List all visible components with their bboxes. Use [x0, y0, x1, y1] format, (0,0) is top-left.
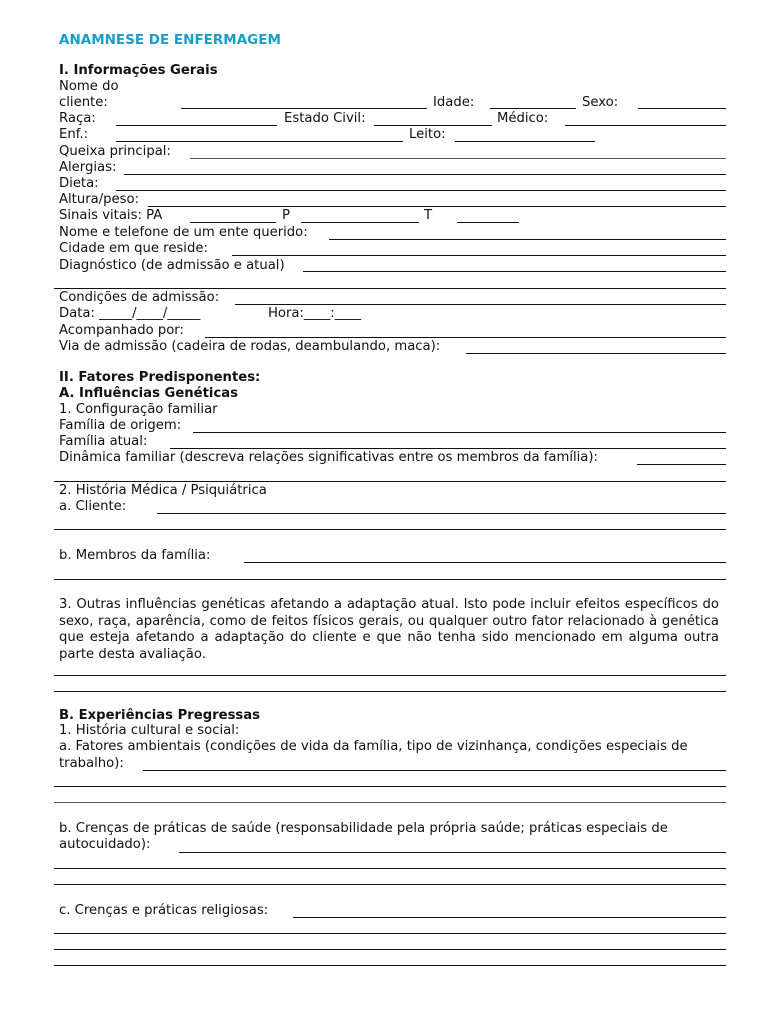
membros-field[interactable]: [244, 562, 726, 563]
alergias-label: Alergias:: [59, 160, 117, 175]
idade-field[interactable]: [490, 108, 576, 109]
outras-influencias-text: 3. Outras influências genéticas afetando a adaptação atual. Isto pode incluir efeitos específicos do sexo, raça, aparência, como de feitos físicos gerais, ou qualquer outro fator relacionado à genética que esteja afetando a adaptação do cliente e que não tenha sido mencionado em alguma outra parte desta avaliação.: [59, 597, 719, 662]
config-label: 1. Configuração familiar: [59, 402, 218, 417]
t-label: T: [424, 208, 433, 223]
section-2a-heading: A. Influências Genéticas: [59, 386, 239, 401]
religiosas-field-3[interactable]: [54, 949, 726, 950]
idade-label: Idade:: [433, 95, 475, 110]
diagnostico-field[interactable]: [303, 271, 726, 272]
historia-cliente-field[interactable]: [157, 513, 726, 514]
enf-label: Enf.:: [59, 127, 89, 142]
atual-label: Família atual:: [59, 434, 148, 449]
altura-label: Altura/peso:: [59, 192, 140, 207]
cliente-field[interactable]: [181, 108, 427, 109]
autocuidado-label: autocuidado):: [59, 837, 151, 852]
queixa-field[interactable]: [190, 158, 726, 159]
estado-civil-field[interactable]: [374, 125, 492, 126]
ambientais-field[interactable]: [143, 770, 726, 771]
membros-field-2[interactable]: [54, 579, 726, 580]
crencas-saude-label: b. Crenças de práticas de saúde (responsabilidade pela própria saúde; práticas especiais de: [59, 821, 668, 836]
contato-label: Nome e telefone de um ente querido:: [59, 225, 308, 240]
section-1-heading: I. Informações Gerais: [59, 63, 218, 78]
dinamica-field-2[interactable]: [54, 481, 726, 482]
via-field[interactable]: [466, 353, 726, 354]
dinamica-label: Dinâmica familiar (descreva relações significativas entre os membros da família):: [59, 450, 598, 465]
raca-field[interactable]: [116, 125, 277, 126]
crencas-saude-field-2[interactable]: [54, 868, 726, 869]
trabalho-label: trabalho):: [59, 756, 124, 771]
religiosas-field[interactable]: [293, 917, 726, 918]
condicoes-field[interactable]: [235, 304, 726, 305]
pa-field[interactable]: [190, 222, 276, 223]
crencas-saude-field[interactable]: [179, 852, 726, 853]
raca-label: Raça:: [59, 111, 96, 126]
sinais-label: Sinais vitais: PA: [59, 208, 163, 223]
sexo-field[interactable]: [638, 108, 726, 109]
ambientais-field-2[interactable]: [54, 786, 726, 787]
dinamica-field[interactable]: [637, 464, 726, 465]
cidade-label: Cidade em que reside:: [59, 241, 208, 256]
diagnostico-field-2[interactable]: [54, 288, 726, 289]
acompanhado-label: Acompanhado por:: [59, 323, 184, 338]
t-field[interactable]: [457, 222, 519, 223]
religiosas-label: c. Crenças e práticas religiosas:: [59, 903, 269, 918]
historia-label: 2. História Médica / Psiquiátrica: [59, 483, 267, 498]
origem-field[interactable]: [193, 432, 726, 433]
medico-field[interactable]: [565, 125, 726, 126]
historia-cliente-field-2[interactable]: [54, 529, 726, 530]
section-2-heading: II. Fatores Predisponentes:: [59, 370, 261, 385]
leito-field[interactable]: [455, 141, 595, 142]
estado-civil-label: Estado Civil:: [284, 111, 366, 126]
sexo-label: Sexo:: [582, 95, 619, 110]
membros-b-label: b. Membros da família:: [59, 548, 211, 563]
ambientais-label: a. Fatores ambientais (condições de vida da família, tipo de vizinhança, condições especiais de: [59, 739, 688, 754]
queixa-label: Queixa principal:: [59, 144, 171, 159]
religiosas-field-4[interactable]: [54, 965, 726, 966]
dieta-label: Dieta:: [59, 176, 99, 191]
medico-label: Médico:: [497, 111, 549, 126]
via-label: Via de admissão (cadeira de rodas, deambulando, maca):: [59, 339, 441, 354]
dieta-field[interactable]: [116, 190, 726, 191]
religiosas-field-2[interactable]: [54, 933, 726, 934]
data-field[interactable]: Data: _____/____/_____: [59, 306, 201, 321]
outras-field-2[interactable]: [54, 691, 726, 692]
diagnostico-label: Diagnóstico (de admissão e atual): [59, 258, 285, 273]
alergias-field[interactable]: [124, 174, 726, 175]
altura-field[interactable]: [148, 206, 726, 207]
ambientais-field-3[interactable]: [54, 802, 726, 803]
atual-field[interactable]: [170, 448, 726, 449]
p-field[interactable]: [301, 222, 419, 223]
cidade-field[interactable]: [232, 255, 726, 256]
hora-field[interactable]: Hora:____:____: [268, 306, 362, 321]
section-2b-heading: B. Experiências Pregressas: [59, 708, 261, 723]
cliente-a-label: a. Cliente:: [59, 499, 127, 514]
enf-field[interactable]: [116, 141, 403, 142]
origem-label: Família de origem:: [59, 418, 182, 433]
p-label: P: [282, 208, 290, 223]
crencas-saude-field-3[interactable]: [54, 884, 726, 885]
nome-label: Nome do: [59, 79, 119, 94]
cliente-label: cliente:: [59, 95, 108, 110]
form-title: ANAMNESE DE ENFERMAGEM: [59, 32, 281, 48]
outras-field-1[interactable]: [54, 675, 726, 676]
cultural-label: 1. História cultural e social:: [59, 723, 240, 738]
leito-label: Leito:: [409, 127, 446, 142]
acompanhado-field[interactable]: [205, 337, 726, 338]
condicoes-label: Condições de admissão:: [59, 290, 220, 305]
contato-field[interactable]: [329, 239, 726, 240]
